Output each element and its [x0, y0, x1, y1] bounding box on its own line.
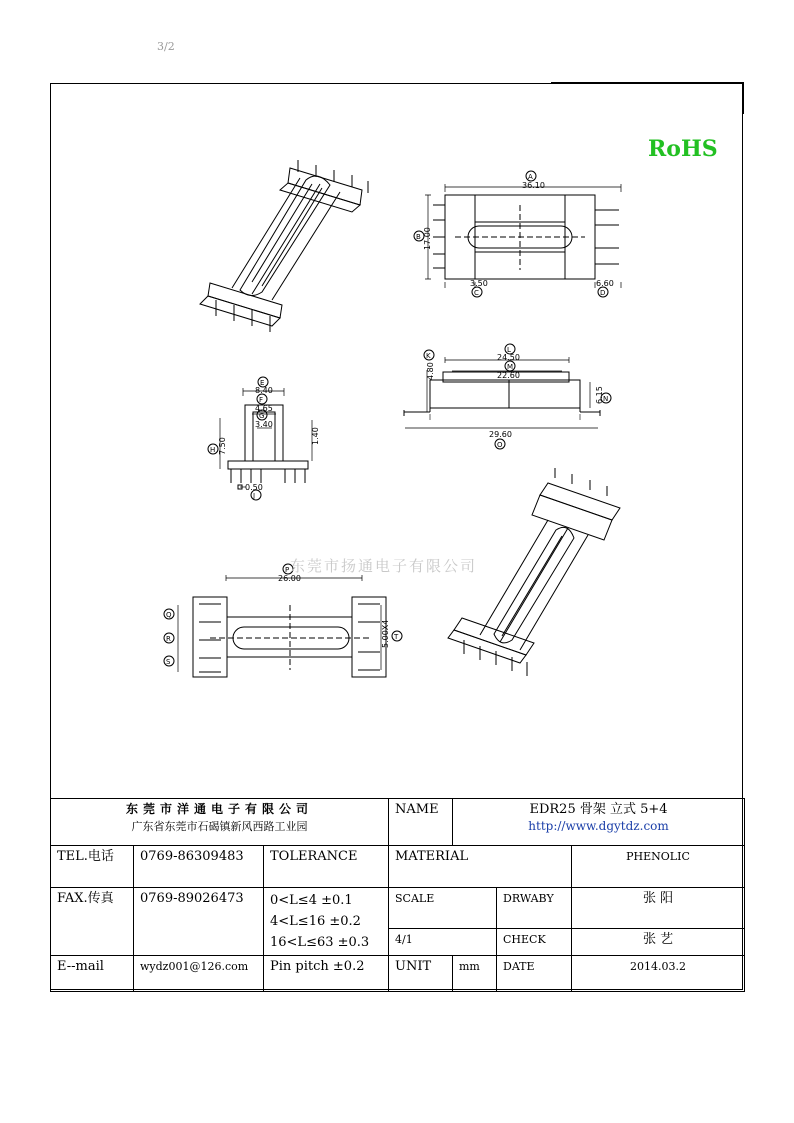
tolerance-values [264, 888, 389, 956]
label-g: G [259, 412, 265, 420]
dim-p: 26.00 [278, 574, 301, 583]
label-c: C [474, 289, 479, 297]
fax-label: FAX.传真 [51, 888, 134, 956]
label-j: J [253, 492, 256, 500]
dim-m: 22.60 [497, 371, 520, 380]
tel-value: 0769-86309483 [134, 846, 264, 888]
dim-o: 29.60 [489, 430, 512, 439]
tolerance-label: TOLERANCE [264, 846, 389, 888]
check-label: CHECK [497, 928, 572, 955]
name-label: NAME [389, 799, 453, 846]
label-e: E [260, 379, 265, 387]
tolerance-line-2: 4<L≤16 ±0.2 [270, 914, 361, 929]
material-value: PHENOLIC [572, 846, 745, 888]
dim-f: 4.65 [255, 404, 273, 413]
label-h: H [210, 446, 216, 454]
label-q: Q [166, 611, 172, 619]
tolerance-line-1: 0<L≤4 ±0.1 [270, 893, 353, 908]
dim-d: 6.60 [596, 279, 614, 288]
email-label: E--mail [51, 956, 134, 992]
label-o: O [497, 441, 503, 449]
dim-i: 1.40 [311, 427, 320, 445]
label-d: D [600, 289, 606, 297]
pin-pitch-tolerance: Pin pitch ±0.2 [264, 956, 389, 992]
label-r: R [166, 635, 171, 643]
dim-j: 0.50 [245, 483, 263, 492]
label-t: T [394, 633, 399, 641]
dim-n: 6.15 [595, 386, 604, 404]
tolerance-line-3: 16<L≤63 ±0.3 [270, 935, 370, 950]
label-n: N [603, 395, 609, 403]
dim-k: 4.80 [426, 362, 435, 380]
dim-t: 5.00X4 [381, 619, 390, 648]
label-m: M [507, 363, 514, 371]
rohs-badge: RoHS [648, 136, 718, 162]
top-view [414, 171, 621, 297]
pins-lower-iso [464, 468, 607, 676]
dim-e: 8.40 [255, 386, 273, 395]
email-value: wydz001@126.com [134, 956, 264, 992]
label-s: S [166, 658, 171, 666]
tel-label: TEL.电话 [51, 846, 134, 888]
dim-a: 36.10 [522, 181, 545, 190]
dim-b: 17.00 [423, 227, 432, 250]
label-a: A [528, 173, 533, 181]
date-value: 2014.03.2 [572, 956, 745, 992]
dim-l: 24.50 [497, 353, 520, 362]
check-value: 张 艺 [572, 928, 745, 955]
scale-value: 4/1 [389, 928, 497, 955]
unit-value: mm [453, 956, 497, 992]
material-label: MATERIAL [389, 846, 572, 888]
fax-value: 0769-89026473 [134, 888, 264, 956]
isometric-view-upper [200, 160, 368, 332]
title-block [50, 798, 745, 992]
company-name: 东莞市洋通电子有限公司 [125, 802, 313, 816]
page-number-mark: 3/2 [157, 40, 175, 53]
label-p: P [285, 566, 290, 574]
label-f: F [259, 396, 264, 404]
label-b: B [416, 233, 421, 241]
part-name: EDR25 骨架 立式 5+4 [529, 802, 668, 817]
company-address: 广东省东莞市石碣镇新风西路工业园 [131, 820, 308, 833]
dim-c: 3.50 [470, 279, 488, 288]
label-l: L [507, 346, 511, 354]
date-label: DATE [497, 956, 572, 992]
scale-label: SCALE [389, 888, 497, 929]
dim-g: 3.40 [255, 420, 273, 429]
drawn-value: 张 阳 [572, 888, 745, 929]
watermark: 东莞市扬通电子有限公司 [290, 557, 478, 575]
pins-upper-iso [216, 160, 368, 332]
company-cell [51, 799, 389, 846]
dim-h: 7.50 [218, 437, 227, 455]
name-cell [453, 799, 745, 846]
drawn-label: DRWABY [497, 888, 572, 929]
website-link[interactable]: http://www.dgytdz.com [528, 819, 669, 833]
unit-label: UNIT [389, 956, 453, 992]
label-k: K [426, 352, 431, 360]
